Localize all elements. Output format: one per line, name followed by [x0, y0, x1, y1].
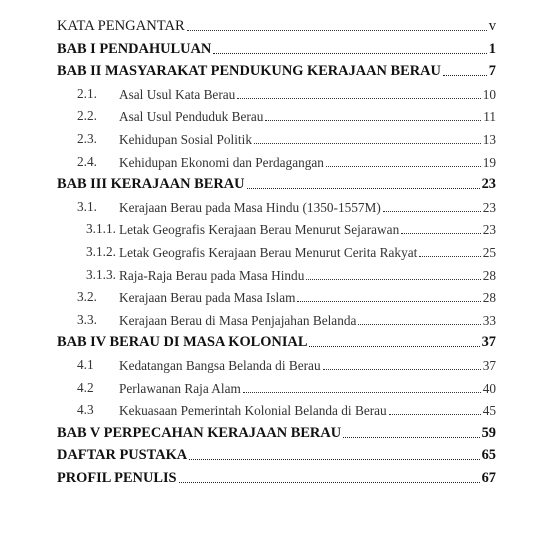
dot-leader [243, 391, 481, 393]
toc-entry [0, 352, 541, 374]
toc-entry-title: Kerajaan Berau pada Masa Islam [119, 290, 296, 306]
toc-entry-title: BAB I PENDAHULUAN [57, 40, 212, 57]
dot-leader [265, 119, 481, 121]
toc-entry-title: Kekuasaan Pemerintah Kolonial Belanda di Berau [119, 403, 387, 419]
toc-entry-title: Letak Geografis Kerajaan Berau Menurut Cerita Rakyat [119, 245, 418, 260]
toc-entry-page: 67 [481, 470, 496, 486]
toc-entry-page: 7 [488, 63, 496, 80]
toc-entry [0, 442, 541, 464]
toc-entry-number: 4.2 [77, 379, 94, 395]
dot-leader [389, 413, 481, 415]
toc-entry-page: 23 [482, 199, 496, 215]
toc-entry-page: 59 [481, 424, 496, 441]
dot-leader [309, 345, 479, 347]
toc-entry-title: Perlawanan Raja Alam [119, 380, 241, 396]
toc-entry [0, 126, 541, 148]
dot-leader [297, 300, 480, 302]
toc-entry [0, 81, 541, 103]
toc-entry-title: Raja-Raja Berau pada Masa Hindu [119, 267, 305, 283]
toc-entry-page: 23 [482, 222, 496, 238]
dot-leader [383, 210, 481, 212]
dot-leader [237, 97, 480, 99]
toc-entry [0, 307, 541, 329]
toc-entry [0, 262, 541, 284]
toc-entry-page: 19 [482, 154, 496, 170]
toc-entry-page: 10 [482, 86, 496, 102]
toc-entry-title: PROFIL PENULIS [57, 470, 177, 486]
toc-entry [0, 103, 541, 125]
toc-entry-number: 3.1. [77, 198, 97, 214]
toc-entry [0, 36, 541, 58]
toc-entry-title: Kedatangan Bangsa Belanda di Berau [119, 358, 321, 373]
dot-leader [326, 165, 481, 167]
toc-entry-page: 33 [482, 312, 496, 328]
toc-entry-title: BAB IV BERAU DI MASA KOLONIAL [57, 334, 308, 351]
toc-entry [0, 13, 541, 35]
toc-entry-page: 23 [481, 176, 496, 193]
toc-entry-number: 4.1 [77, 357, 94, 372]
toc-entry [0, 465, 541, 487]
dot-leader [306, 278, 480, 280]
toc-entry-title: Kehidupan Ekonomi dan Perdagangan [119, 154, 324, 170]
toc-entry-page: 13 [482, 132, 496, 147]
toc-entry-page: 11 [483, 109, 496, 125]
toc-entry [0, 284, 541, 306]
toc-entry [0, 171, 541, 193]
toc-entry [0, 216, 541, 238]
toc-entry-title: Letak Geografis Kerajaan Berau Menurut Sejarawan [119, 222, 400, 238]
dot-leader [179, 481, 480, 483]
toc-entry-page: v [488, 18, 496, 34]
toc-entry [0, 58, 541, 80]
toc-entry [0, 239, 541, 261]
toc-entry-page: 45 [482, 403, 496, 419]
toc-entry [0, 194, 541, 216]
dot-leader [247, 187, 480, 189]
toc-entry-title: KATA PENGANTAR [57, 18, 185, 34]
toc-entry [0, 329, 541, 351]
toc-entry-title: Kehidupan Sosial Politik [119, 132, 252, 147]
toc-entry [0, 420, 541, 442]
toc-entry-number: 3.1.2. [86, 244, 116, 259]
toc-entry-number: 2.3. [77, 131, 97, 146]
toc-entry-title: Asal Usul Kata Berau [119, 86, 236, 102]
dot-leader [213, 52, 486, 54]
dot-leader [443, 74, 487, 76]
toc-entry-page: 28 [482, 290, 496, 306]
toc-entry [0, 397, 541, 419]
dot-leader [419, 255, 480, 257]
toc-entry-title: BAB V PERPECAHAN KERAJAAN BERAU [57, 424, 342, 441]
dot-leader [343, 436, 480, 438]
toc-entry-title: DAFTAR PUSTAKA [57, 447, 188, 464]
dot-leader [189, 458, 479, 460]
toc-entry-number: 2.2. [77, 108, 97, 124]
toc-entry [0, 149, 541, 171]
toc-entry-page: 37 [481, 334, 496, 351]
toc-entry-page: 40 [482, 380, 496, 396]
dot-leader [401, 232, 480, 234]
dot-leader [254, 142, 481, 144]
toc-entry-number: 2.1. [77, 85, 97, 101]
toc-entry-number: 4.3 [77, 402, 94, 418]
toc-entry-title: Kerajaan Berau pada Masa Hindu (1350-1557M) [119, 199, 381, 215]
toc-entry-number: 3.3. [77, 311, 97, 327]
toc-entry [0, 375, 541, 397]
toc-entry-number: 3.1.3. [86, 266, 116, 282]
dot-leader [187, 29, 487, 31]
dot-leader [323, 368, 481, 370]
toc-entry-number: 2.4. [77, 153, 97, 169]
toc-entry-title: BAB III KERAJAAN BERAU [57, 176, 245, 193]
toc-entry-page: 25 [482, 245, 496, 260]
toc-entry-title: Asal Usul Penduduk Berau [119, 109, 264, 125]
toc-entry-page: 65 [481, 447, 496, 464]
toc-entry-page: 37 [482, 358, 496, 373]
toc-entry-number: 3.2. [77, 289, 97, 305]
toc-entry-title: BAB II MASYARAKAT PENDUKUNG KERAJAAN BERAU [57, 63, 441, 80]
toc-entry-page: 28 [482, 267, 496, 283]
dot-leader [358, 323, 480, 325]
toc-entry-page: 1 [488, 40, 496, 57]
toc-entry-title: Kerajaan Berau di Masa Penjajahan Belanda [119, 312, 357, 328]
toc-entry-number: 3.1.1. [86, 221, 116, 237]
